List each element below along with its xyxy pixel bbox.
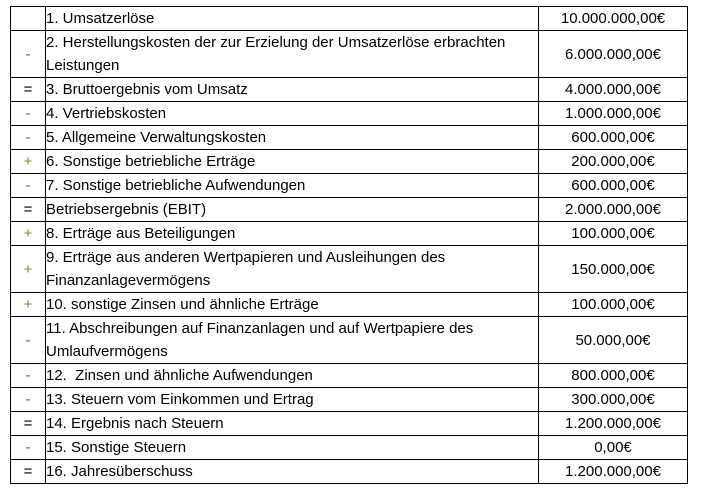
operator-cell: - (11, 31, 46, 78)
line-item-value: 100.000,00€ (539, 293, 688, 317)
line-item-value: 600.000,00€ (539, 126, 688, 150)
line-item-label: 7. Sonstige betriebliche Aufwendungen (46, 174, 539, 198)
line-item-value: 2.000.000,00€ (539, 198, 688, 222)
table-row (11, 7, 688, 31)
line-item-value: 0,00€ (539, 436, 688, 460)
operator-cell: + (11, 293, 46, 317)
line-item-label: 6. Sonstige betriebliche Erträge (46, 150, 539, 174)
line-item-value: 1.200.000,00€ (539, 460, 688, 484)
operator-cell: - (11, 102, 46, 126)
line-item-value: 200.000,00€ (539, 150, 688, 174)
operator-cell: - (11, 436, 46, 460)
table-row (11, 246, 688, 293)
line-item-label: 5. Allgemeine Verwaltungskosten (46, 126, 539, 150)
operator-cell (11, 7, 46, 31)
table-row (11, 126, 688, 150)
table-row (11, 174, 688, 198)
table-row (11, 317, 688, 364)
line-item-label: 2. Herstellungskosten der zur Erzielung der Umsatzerlöse erbrachten Leistungen (46, 31, 539, 78)
operator-cell: + (11, 246, 46, 293)
line-item-value: 100.000,00€ (539, 222, 688, 246)
income-statement-table (10, 6, 688, 484)
table-row (11, 436, 688, 460)
table-row (11, 150, 688, 174)
line-item-label: 11. Abschreibungen auf Finanzanlagen und auf Wertpapiere des Umlaufvermögens (46, 317, 539, 364)
line-item-label: 8. Erträge aus Beteiligungen (46, 222, 539, 246)
line-item-label: 10. sonstige Zinsen und ähnliche Erträge (46, 293, 539, 317)
table-row (11, 31, 688, 78)
operator-cell: - (11, 126, 46, 150)
operator-cell: - (11, 317, 46, 364)
line-item-value: 300.000,00€ (539, 388, 688, 412)
line-item-label: 15. Sonstige Steuern (46, 436, 539, 460)
line-item-label: 1. Umsatzerlöse (46, 7, 539, 31)
table-row (11, 364, 688, 388)
income-statement-body (11, 7, 688, 484)
line-item-value: 10.000.000,00€ (539, 7, 688, 31)
line-item-value: 150.000,00€ (539, 246, 688, 293)
operator-cell: + (11, 222, 46, 246)
table-row (11, 388, 688, 412)
line-item-value: 1.200.000,00€ (539, 412, 688, 436)
table-row (11, 293, 688, 317)
operator-cell: + (11, 150, 46, 174)
line-item-label: 4. Vertriebskosten (46, 102, 539, 126)
line-item-label: 13. Steuern vom Einkommen und Ertrag (46, 388, 539, 412)
table-row (11, 460, 688, 484)
table-row (11, 198, 688, 222)
table-row (11, 78, 688, 102)
line-item-value: 800.000,00€ (539, 364, 688, 388)
operator-cell: - (11, 364, 46, 388)
line-item-label: 14. Ergebnis nach Steuern (46, 412, 539, 436)
line-item-label: 3. Bruttoergebnis vom Umsatz (46, 78, 539, 102)
line-item-label: 9. Erträge aus anderen Wertpapieren und Ausleihungen des Finanzanlagevermögens (46, 246, 539, 293)
table-row (11, 102, 688, 126)
operator-cell: = (11, 460, 46, 484)
table-row (11, 222, 688, 246)
operator-cell: = (11, 78, 46, 102)
line-item-value: 1.000.000,00€ (539, 102, 688, 126)
line-item-value: 50.000,00€ (539, 317, 688, 364)
table-row (11, 412, 688, 436)
line-item-label: 12. Zinsen und ähnliche Aufwendungen (46, 364, 539, 388)
operator-cell: - (11, 174, 46, 198)
line-item-value: 4.000.000,00€ (539, 78, 688, 102)
line-item-value: 6.000.000,00€ (539, 31, 688, 78)
operator-cell: - (11, 388, 46, 412)
line-item-label: Betriebsergebnis (EBIT) (46, 198, 539, 222)
operator-cell: = (11, 412, 46, 436)
operator-cell: = (11, 198, 46, 222)
line-item-label: 16. Jahresüberschuss (46, 460, 539, 484)
line-item-value: 600.000,00€ (539, 174, 688, 198)
